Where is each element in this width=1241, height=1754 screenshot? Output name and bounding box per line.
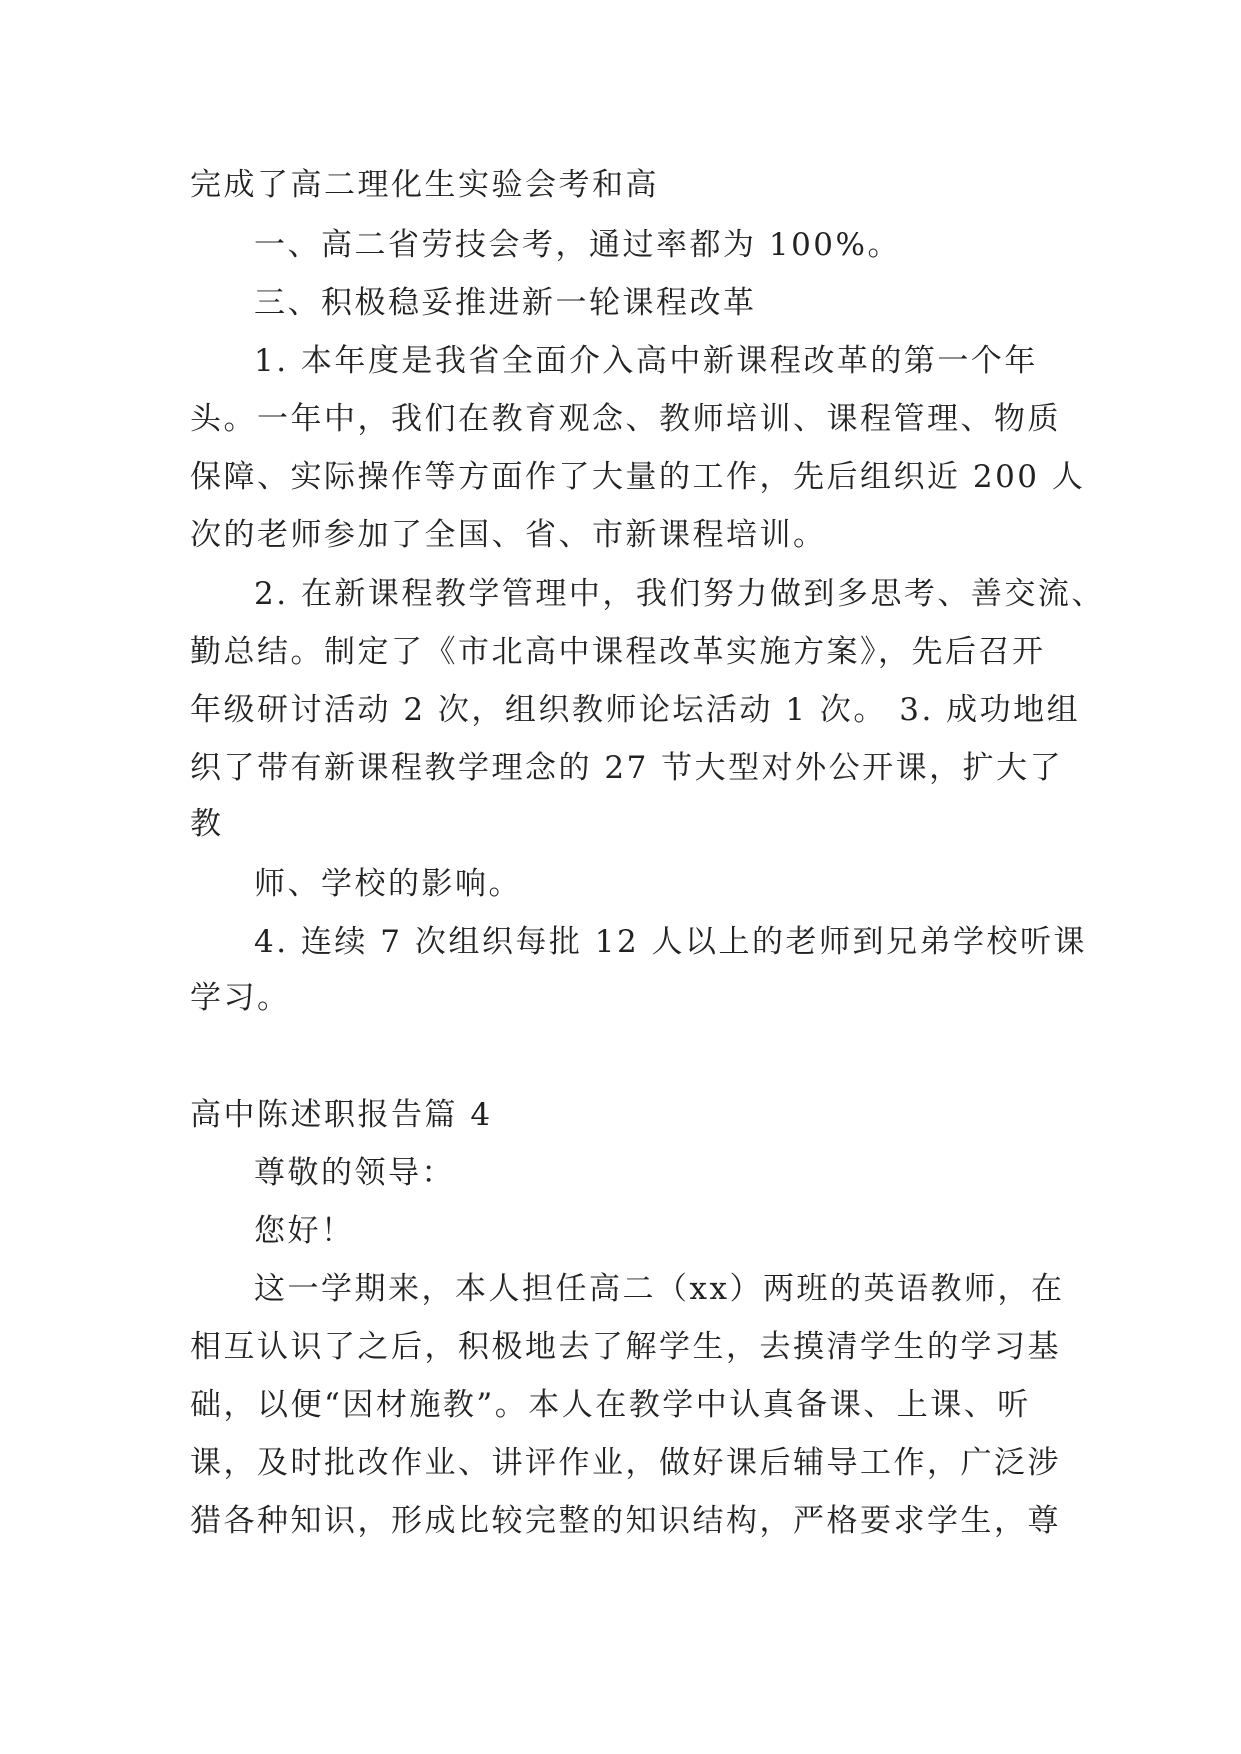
salutation: 尊敬的领导： <box>254 1155 455 1191</box>
paragraph-line: 4. 连续 7 次组织每批 12 人以上的老师到兄弟学校听课 <box>254 924 1088 960</box>
paragraph-line: 勤总结。制定了《市北高中课程改革实施方案》，先后召开 <box>190 634 1046 670</box>
paragraph-line: 师、学校的影响。 <box>254 866 522 902</box>
paragraph-line: 保障、实际操作等方面作了大量的工作，先后组织近 200 人 <box>190 459 1086 495</box>
paragraph-line: 一、高二省劳技会考，通过率都为 100%。 <box>254 227 901 263</box>
paragraph-line: 学习。 <box>190 980 291 1016</box>
paragraph-line: 次的老师参加了全国、省、市新课程培训。 <box>190 517 827 553</box>
article-title: 高中陈述职报告篇 4 <box>190 1097 493 1133</box>
paragraph-line: 课，及时批改作业、讲评作业，做好课后辅导工作，广泛涉 <box>190 1445 1061 1481</box>
paragraph-line: 头。一年中，我们在教育观念、教师培训、课程管理、物质 <box>190 401 1061 437</box>
paragraph-line: 这一学期来，本人担任高二（xx）两班的英语教师，在 <box>254 1271 1065 1307</box>
paragraph-line: 2. 在新课程教学管理中，我们努力做到多思考、善交流、 <box>254 576 1105 612</box>
paragraph-line: 相互认识了之后，积极地去了解学生，去摸清学生的学习基 <box>190 1329 1061 1365</box>
section-heading: 三、积极稳妥推进新一轮课程改革 <box>254 285 757 321</box>
paragraph-line: 教 <box>190 806 224 842</box>
greeting: 您好！ <box>254 1213 355 1249</box>
paragraph-line: 1. 本年度是我省全面介入高中新课程改革的第一个年 <box>254 343 1038 379</box>
paragraph-line: 础，以便“因材施教”。本人在教学中认真备课、上课、听 <box>190 1387 1031 1423</box>
paragraph-line: 织了带有新课程教学理念的 27 节大型对外公开课，扩大了 <box>190 750 1064 786</box>
paragraph-line: 完成了高二理化生实验会考和高 <box>190 167 659 203</box>
paragraph-line: 年级研讨活动 2 次，组织教师论坛活动 1 次。 3. 成功地组 <box>190 692 1081 728</box>
paragraph-line: 猎各种知识，形成比较完整的知识结构，严格要求学生，尊 <box>190 1503 1061 1539</box>
